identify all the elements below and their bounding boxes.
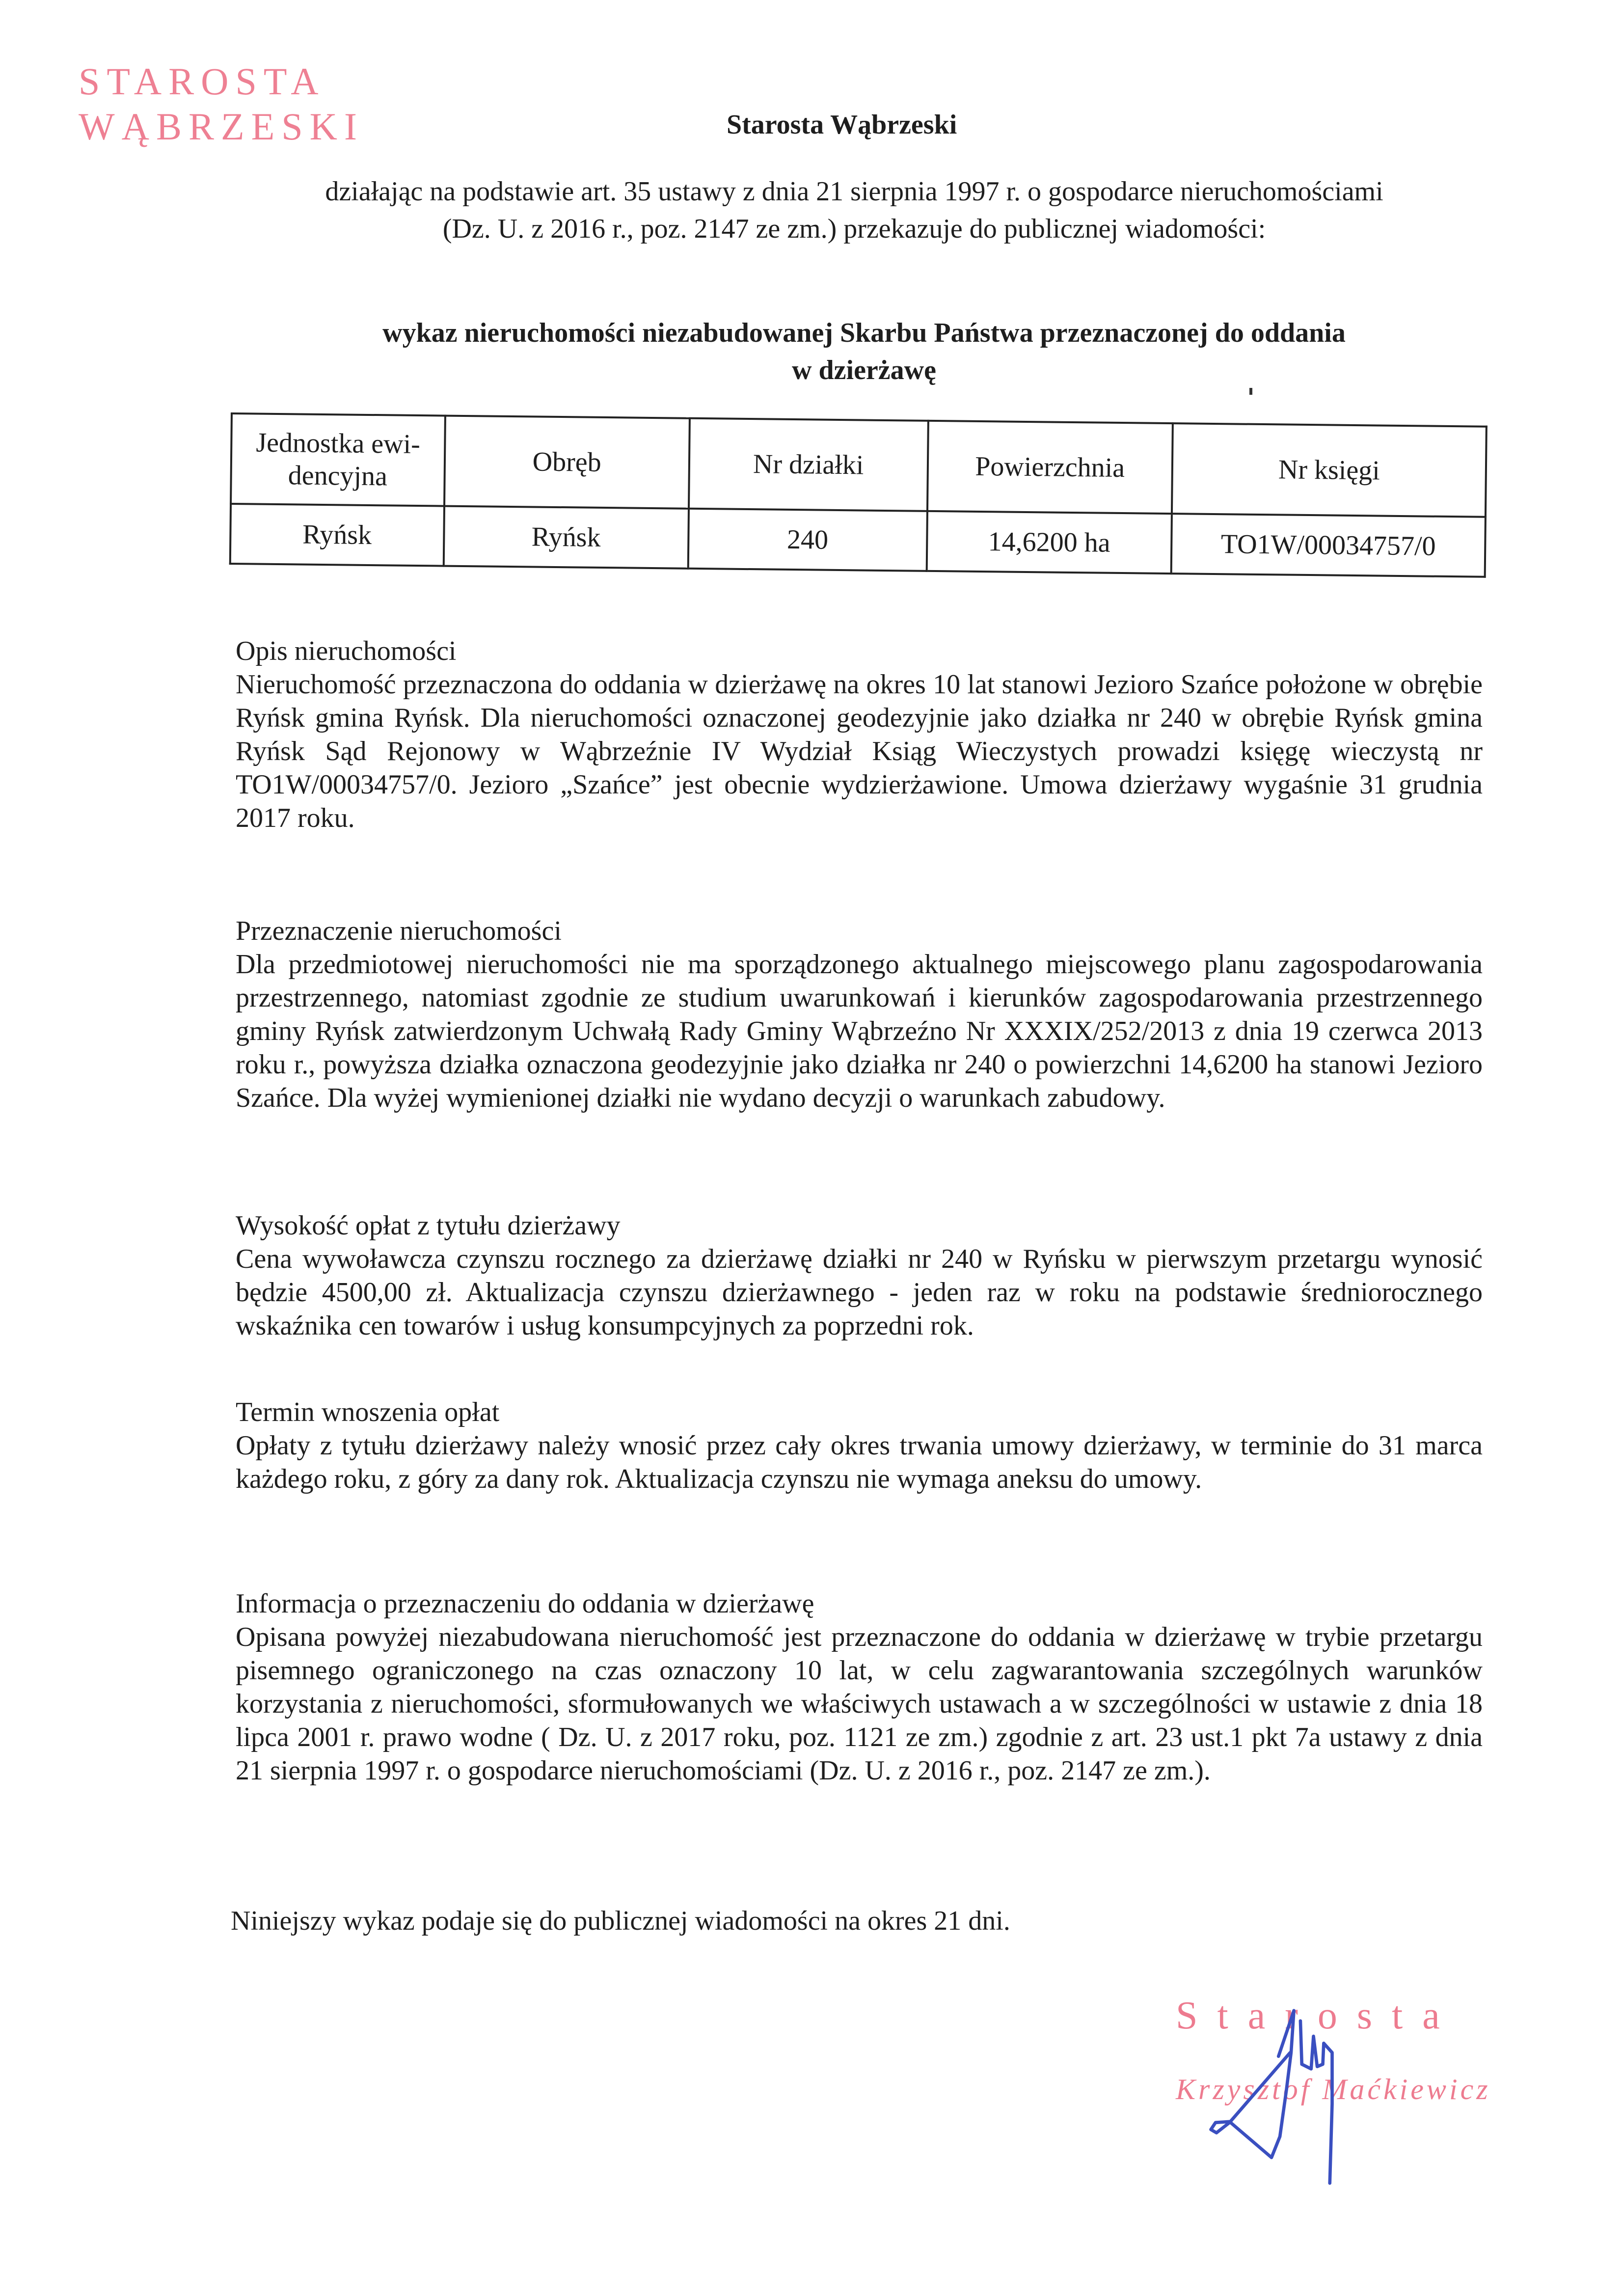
cell-unit: Ryńsk [230,504,444,566]
stamp-name: Krzysztof Maćkiewicz [1176,2073,1491,2105]
intro-line-1: działając na podstawie art. 35 ustawy z dnia 21 sierpnia 1997 r. o gospodarce nieruchomościami [325,176,1383,207]
col-header-precinct: Obręb [444,416,690,509]
property-table [229,412,1488,578]
stamp-line-2: WĄBRZESKI [79,105,364,148]
section-body: Nieruchomość przeznaczona do oddania w dzierżawę na okres 10 lat stanowi Jezioro Szańce położone w obrębie Ryńsk gmina Ryńsk. Dla nieruchomości oznaczonej geodezyjnie jako działka nr 240 w obrębie Ryńsk gmina Ryńsk Sąd Rejonowy w Wąbrzeźnie IV Wydział Ksiąg Wieczystych prowadzi księgę wieczystą nr TO1W/00034757/0. Jezioro „Szańce” jest obecnie wydzierżawione. Umowa dzierżawy wygaśnie 31 grudnia 2017 roku. [236,669,1483,833]
col-header-area: Powierzchnia [927,421,1173,514]
cell-land-register: TO1W/00034757/0 [1171,514,1486,577]
section-title: Wysokość opłat z tytułu dzierżawy [236,1210,621,1241]
handwritten-signature-icon [1178,1994,1551,2210]
cell-area: 14,6200 ha [926,511,1172,574]
closing-statement: Niniejszy wykaz podaje się do publicznej wiadomości na okres 21 dni. [231,1906,1010,1936]
official-stamp-starosta [79,59,364,149]
col-header-plot-number: Nr działki [689,418,928,511]
section-property-description [236,634,1483,835]
list-heading-line-1: wykaz nieruchomości niezabudowanej Skarbu Państwa przeznaczonej do oddania [382,318,1346,348]
cell-precinct: Ryńsk [443,506,689,569]
list-heading [275,314,1453,389]
stamp-role: Starosta [1176,1994,1460,2037]
stamp-line-1: STAROSTA [79,60,325,103]
col-header-unit: Jednostka ewi-dencyjna [231,413,445,506]
section-payment-deadline [236,1395,1483,1496]
table-header-row [231,413,1487,517]
page-title: Starosta Wąbrzeski [727,109,957,140]
section-title: Opis nieruchomości [236,636,457,666]
table-row [230,504,1486,577]
list-heading-line-2: w dzierżawę [792,355,936,385]
section-body: Opisana powyżej niezabudowana nieruchomość jest przeznaczone do oddania w dzierżawę w trybie przetargu pisemnego ograniczonego na czas oznaczony 10 lat, w celu zagwarantowania szczególnych warunków korzystania z nieruchomości, sformułowanych we właściwych ustawach a w szczególności w ustawie z dnia 18 lipca 2001 r. prawo wodne ( Dz. U. z 2017 roku, poz. 1121 ze zm.) zgodnie z art. 23 ust.1 pkt 7a ustawy z dnia 21 sierpnia 1997 r. o gospodarce nieruchomościami (Dz. U. z 2016 r., poz. 2147 ze zm.). [236,1622,1483,1786]
section-body: Dla przedmiotowej nieruchomości nie ma sporządzonego aktualnego miejscowego planu zagospodarowania przestrzennego, natomiast zgodnie ze studium uwarunkowań i kierunków zagospodarowania przestrzennego gminy Ryńsk zatwierdzonym Uchwałą Rady Gminy Wąbrzeźno Nr XXXIX/252/2013 z dnia 19 czerwca 2013 roku r., powyższa działka oznaczona geodezyjnie jako działka nr 240 o powierzchni 14,6200 ha stanowi Jezioro Szańce. Dla wyżej wymienionej działki nie wydano decyzji o warunkach zabudowy. [236,949,1483,1113]
section-lease-information [236,1587,1483,1787]
col-header-land-register: Nr księgi [1172,423,1487,517]
section-property-purpose [236,914,1483,1115]
section-body: Opłaty z tytułu dzierżawy należy wnosić przez cały okres trwania umowy dzierżawy, w terminie do 31 marca każdego roku, z góry za dany rok. Aktualizacja czynszu nie wymaga aneksu do umowy. [236,1430,1483,1494]
intro-line-2: (Dz. U. z 2016 r., poz. 2147 ze zm.) przekazuje do publicznej wiadomości: [442,214,1266,244]
section-lease-fees [236,1209,1483,1342]
section-title: Informacja o przeznaczeniu do oddania w dzierżawę [236,1588,814,1619]
section-title: Przeznaczenie nieruchomości [236,916,562,946]
section-title: Termin wnoszenia opłat [236,1397,500,1427]
section-body: Cena wywoławcza czynszu rocznego za dzierżawę działki nr 240 w Ryńsku w pierwszym przetargu wynosić będzie 4500,00 zł. Aktualizacja czynszu dzierżawnego - jeden raz w roku na podstawie średniorocznego wskaźnika cen towarów i usług konsumpcyjnych za poprzedni rok. [236,1244,1483,1341]
intro-paragraph [226,173,1483,247]
cell-plot-number: 240 [688,509,927,571]
stray-mark [1249,388,1252,395]
